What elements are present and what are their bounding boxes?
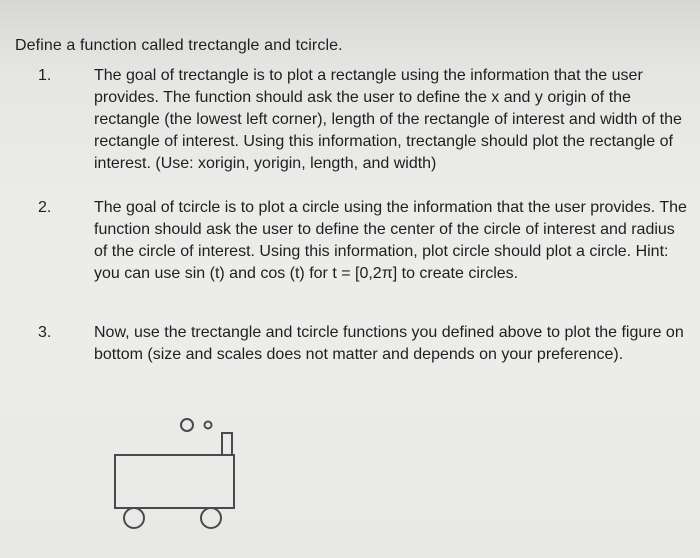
item-number: 3. bbox=[38, 324, 52, 341]
page-heading: Define a function called trectangle and tcircle. bbox=[15, 37, 343, 54]
item-text: Now, use the trectangle and tcircle functions you defined above to plot the figure on bottom (size and scales does not matter and depends on your preference). bbox=[94, 324, 684, 363]
list-item-1 bbox=[38, 65, 688, 175]
upper-large-circle bbox=[181, 419, 193, 431]
body-rectangle bbox=[115, 455, 234, 508]
small-rectangle bbox=[222, 433, 232, 455]
item-text: The goal of tcircle is to plot a circle using the information that the user provides. The function should ask the user to define the center of the circle of interest and radius of the circle of interest. Using this information, plot circle should plot a circle. Hint: you can use sin (t) and cos (t) for t = [0,2π] to create circles. bbox=[94, 199, 687, 282]
item-text: The goal of trectangle is to plot a rectangle using the information that the user provides. The function should ask the user to define the x and y origin of the rectangle (the lowest left corner), length of the rectangle of interest and width of the rectangle of interest. Using this information, trectangle should plot the rectangle of interest. (Use: xorigin, yorigin, length, and width) bbox=[94, 67, 682, 172]
cart-figure-svg bbox=[105, 405, 245, 535]
right-wheel-circle bbox=[201, 508, 221, 528]
list-item-3 bbox=[38, 322, 688, 366]
list-item-2 bbox=[38, 197, 688, 285]
item-number: 1. bbox=[38, 67, 52, 84]
item-number: 2. bbox=[38, 199, 52, 216]
left-wheel-circle bbox=[124, 508, 144, 528]
upper-small-circle bbox=[205, 422, 212, 429]
cart-figure bbox=[105, 405, 245, 535]
